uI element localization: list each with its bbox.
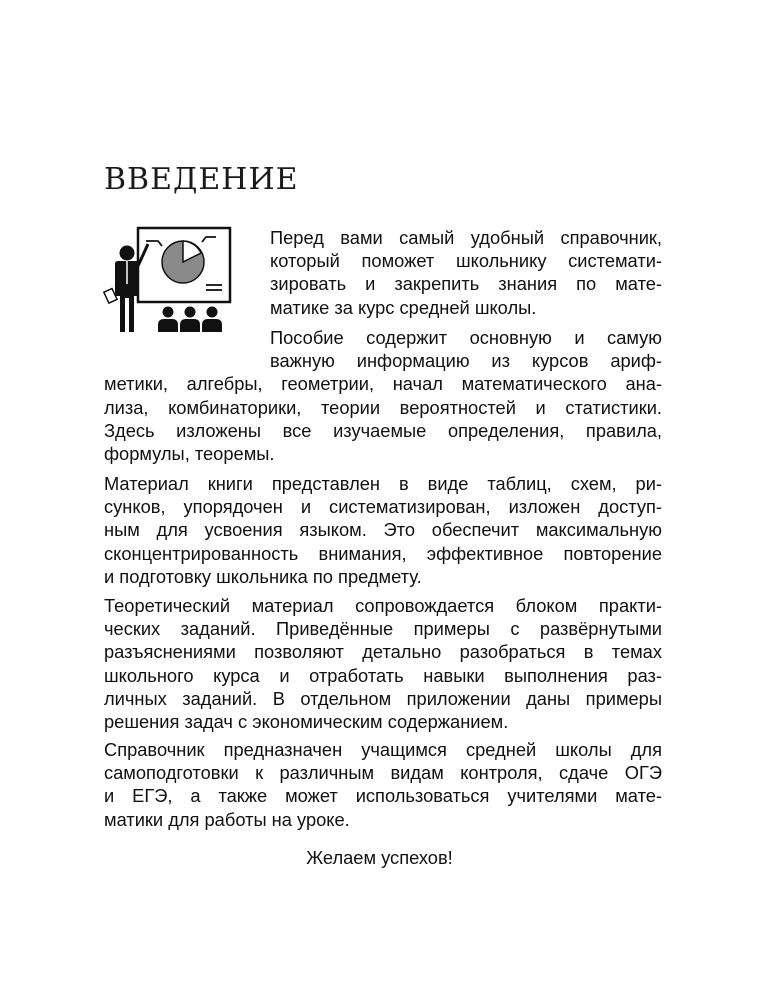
closing-wish: Желаем успехов!	[306, 847, 453, 868]
text-line: ческих заданий. Приведённые примеры с развёрнутыми	[104, 618, 662, 640]
text-line: важную информацию из курсов ариф-	[270, 350, 662, 372]
text-line: который поможет школьнику системати-	[270, 250, 662, 272]
paragraph-material	[104, 472, 662, 588]
text-line: матики для работы на уроке.	[104, 808, 350, 830]
text-line: Материал книги представлен в виде таблиц, схем, ри-	[104, 473, 662, 494]
text-line: Пособие содержит основную и самую	[270, 327, 662, 348]
text-line: и ЕГЭ, а также может использоваться учителями мате-	[104, 785, 662, 807]
text-line: сунков, упорядочен и систематизирован, изложен доступ-	[104, 496, 662, 518]
paragraph-intro	[104, 226, 662, 319]
text-line: самоподготовки к различным видам контроля, сдаче ОГЭ	[104, 762, 662, 784]
text-line: матике за курс средней школы.	[270, 296, 537, 318]
text-line: школьного курса и отработать навыки выполнения раз-	[104, 664, 662, 686]
text-line: Справочник предназначен учащимся средней школы для	[104, 739, 662, 760]
text-line: Теоретический материал сопровождается блоком практи-	[104, 595, 662, 616]
text-line: Перед вами самый удобный справочник,	[270, 227, 662, 248]
text-line: разъяснениями позволяют детально разобраться в темах	[104, 641, 662, 663]
text-line: ным для усвоения языком. Это обеспечит максимальную	[104, 519, 662, 541]
text-line: метики, алгебры, геометрии, начал математического ана-	[104, 373, 662, 395]
paragraph-theory	[104, 594, 662, 733]
text-line: личных заданий. В отдельном приложении даны примеры	[104, 687, 662, 709]
text-line: зировать и закрепить знания по мате-	[270, 273, 662, 295]
text-line: решения задач с экономическим содержанием.	[104, 711, 509, 733]
text-line: сконцентрированность внимания, эффективное повторение	[104, 542, 662, 564]
page-title: ВВЕДЕНИЕ	[104, 162, 299, 197]
text-line: Здесь изложены все изучаемые определения, правила,	[104, 419, 662, 441]
paragraph-purpose	[104, 738, 662, 831]
text-line: лиза, комбинаторики, теории вероятностей и статистики.	[104, 396, 662, 418]
text-line: формулы, теоремы.	[104, 443, 275, 465]
text-line: и подготовку школьника по предмету.	[104, 565, 422, 587]
paragraph-content	[104, 326, 662, 465]
